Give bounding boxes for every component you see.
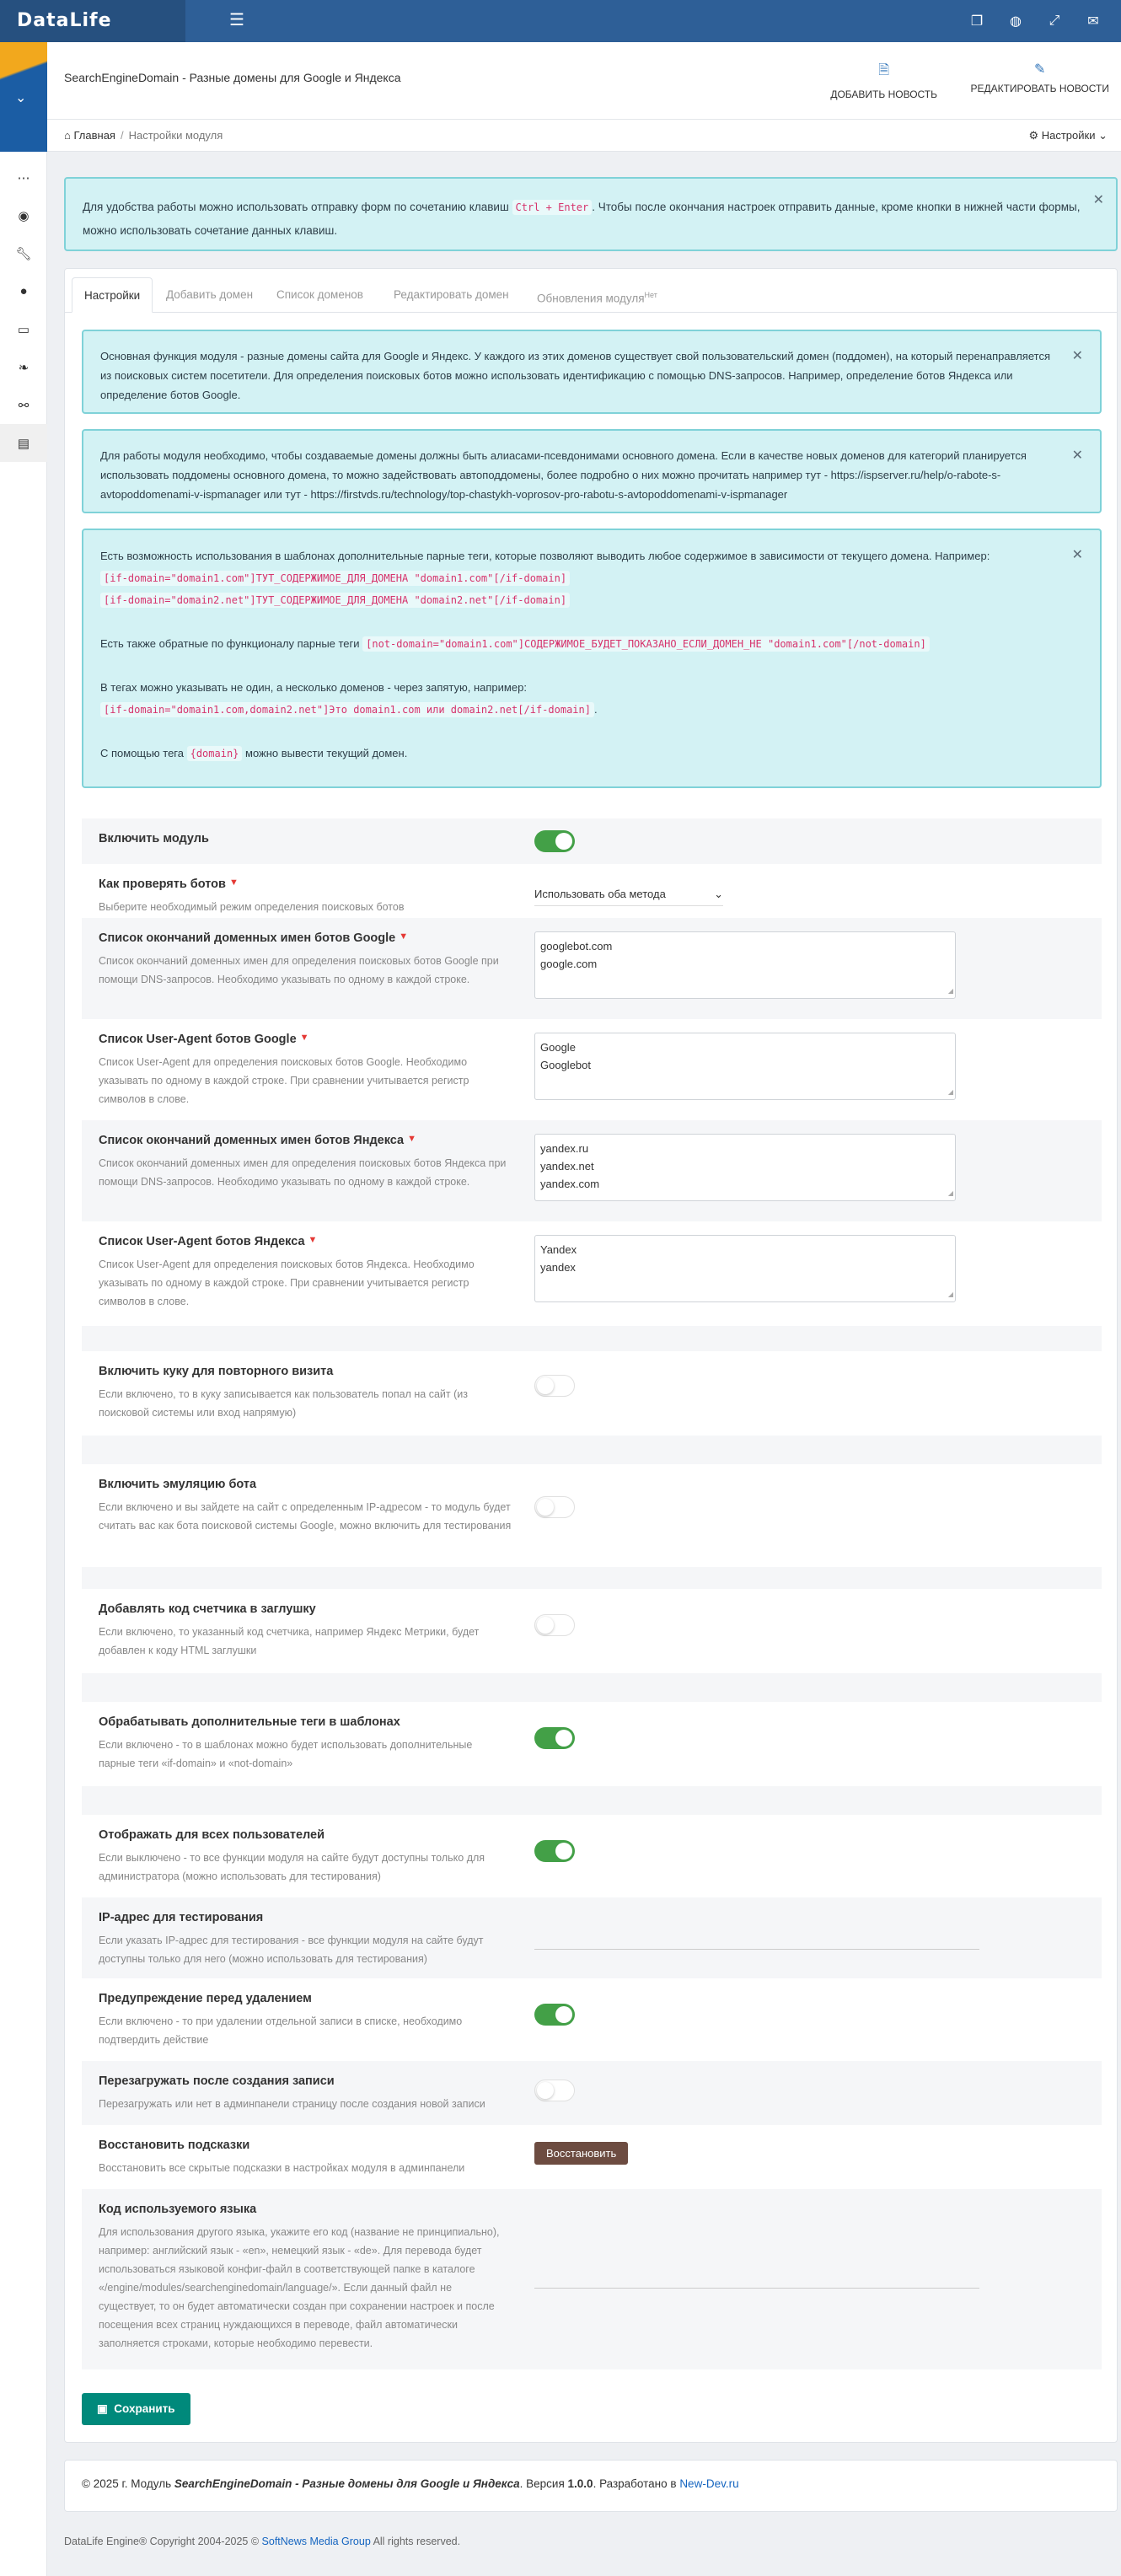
notice-text: С помощью тега bbox=[100, 747, 187, 759]
code-example: [if-domain="domain2.net"]ТУТ_СОДЕРЖИМОЕ_ДЛЯ_ДОМЕНА "domain2.net"[/if-domain] bbox=[100, 593, 570, 608]
setting-label: Список User-Agent ботов Google bbox=[99, 1033, 297, 1046]
leaf-icon[interactable]: ❧ bbox=[18, 360, 30, 375]
alert-keys: Ctrl + Enter bbox=[512, 200, 593, 215]
mail-icon[interactable]: ✉ bbox=[1087, 14, 1099, 29]
notice-text: Для работы модуля необходимо, чтобы создаваемые домены должны быть алиасами-псевдонимами основного домена. Если в качестве новых доменов для категорий планируется использовать поддомены основного домена, то можно задействовать автоподдомены, более подробно о них можно прочитать например тут - https://ispserver.ru/help/o-rabote-s-avtopoddomenami-v-ispmanager или тут - https://firstvds.ru/technology/top-chastykh-voprosov-pro-rabotu-s-avtopoddomenami-v-ispmanager bbox=[100, 449, 1027, 501]
expand-icon[interactable]: ⤢ bbox=[1049, 13, 1060, 28]
notice-text: Есть также обратные по функционалу парные теги bbox=[100, 637, 363, 650]
dots-icon[interactable]: ⋯ bbox=[17, 170, 30, 185]
save-button[interactable] bbox=[82, 2393, 190, 2425]
row-spacer bbox=[82, 1786, 1102, 1815]
brand-logo[interactable]: DataLife bbox=[0, 0, 185, 42]
setting-restore-hints bbox=[82, 2125, 1102, 2189]
required-icon: ▼ bbox=[299, 1033, 309, 1043]
setting-label: Обрабатывать дополнительные теги в шаблонах bbox=[99, 1715, 400, 1729]
setting-label: Перезагружать после создания записи bbox=[99, 2074, 335, 2088]
setting-label: Предупреждение перед удалением bbox=[99, 1992, 312, 2005]
settings-dropdown-label: Настройки bbox=[1041, 129, 1096, 142]
lang-code-input[interactable] bbox=[534, 2263, 979, 2289]
notice-text: можно вывести текущий домен. bbox=[242, 747, 408, 759]
setting-yandex-ua bbox=[82, 1221, 1102, 1326]
setting-desc: Список окончаний доменных имен для определения поисковых ботов Яндекса при помощи DNS-запросов. Необходимо указывать по одному в каждой строке. bbox=[99, 1157, 507, 1188]
page-header bbox=[47, 42, 1121, 120]
file-icon: 🗎︎ bbox=[878, 63, 890, 78]
tab-updates-badge: Нет bbox=[644, 291, 657, 299]
required-icon: ▼ bbox=[407, 1134, 417, 1144]
tab-add-domain[interactable]: Добавить домен bbox=[166, 288, 254, 301]
code-example: {domain} bbox=[187, 746, 243, 761]
user-icon[interactable]: ● bbox=[19, 284, 28, 298]
required-icon: ▼ bbox=[228, 877, 239, 888]
setting-google-domains bbox=[82, 918, 1102, 1019]
home-icon: ⌂ bbox=[64, 129, 71, 142]
chevron-down-icon: ⌄ bbox=[714, 888, 723, 900]
edit-icon: ✎ bbox=[1034, 62, 1046, 77]
page-title: SearchEngineDomain - Разные домены для Google и Яндекса bbox=[64, 71, 401, 84]
setting-extra-tags bbox=[82, 1702, 1102, 1786]
footer-module-name: SearchEngineDomain - Разные домены для Google и Яндекса bbox=[174, 2477, 520, 2490]
files-icon[interactable]: ❐ bbox=[970, 14, 984, 29]
globe-icon[interactable]: ◍ bbox=[1010, 14, 1022, 29]
setting-cookie bbox=[82, 1351, 1102, 1436]
extra-tags-toggle[interactable] bbox=[534, 1727, 575, 1749]
table-icon[interactable]: ▤ bbox=[0, 424, 47, 462]
softnews-link[interactable]: SoftNews Media Group bbox=[261, 2536, 371, 2547]
floppy-icon: ▣ bbox=[97, 2402, 108, 2415]
notice-template-tags bbox=[82, 529, 1102, 788]
alert-text: Для удобства работы можно использовать отправку форм по сочетанию клавиш bbox=[83, 201, 512, 213]
setting-yandex-domains bbox=[82, 1120, 1102, 1221]
footer-text: . Разработано в bbox=[593, 2477, 680, 2490]
settings-panel bbox=[64, 268, 1118, 2443]
tab-domain-list[interactable]: Список доменов bbox=[276, 288, 363, 301]
setting-desc: Выберите необходимый режим определения поисковых ботов bbox=[99, 901, 405, 913]
setting-reload bbox=[82, 2061, 1102, 2125]
setting-desc: Для использования другого языка, укажите его код (название не принципиально), например: английский язык - «en», немецкий язык - «de». Для перевода будет использоваться языковой конфиг-файл в соответствующей папке в каталоге «/engine/modules/searchenginedomain/language/». Если данный файл не существует, то он будет автоматически создан при сохранении настроек и после посещения всех страниц нуждающихся в переводе, файл автоматически заполняется строками, которые необходимо перевести. bbox=[99, 2226, 500, 2349]
delete-warning-toggle[interactable] bbox=[534, 2004, 575, 2026]
setting-desc: Если выключено - то все функции модуля на сайте будут доступны только для администратора (можно использовать для тестирования) bbox=[99, 1852, 485, 1882]
setting-desc: Восстановить все скрытые подсказки в настройках модуля в админпанели bbox=[99, 2162, 465, 2174]
setting-label: Отображать для всех пользователей bbox=[99, 1828, 325, 1842]
yandex-ua-textarea[interactable]: Yandex yandex ◢ bbox=[534, 1235, 956, 1302]
setting-enable-module bbox=[82, 818, 1102, 864]
close-icon[interactable]: ✕ bbox=[1071, 349, 1083, 363]
code-example: [not-domain="domain1.com"]СОДЕРЖИМОЕ_БУДЕТ_ПОКАЗАНО_ЕСЛИ_ДОМЕН_НЕ "domain1.com"[/not-domain] bbox=[362, 636, 930, 652]
cookie-toggle[interactable] bbox=[534, 1375, 575, 1397]
setting-counter bbox=[82, 1589, 1102, 1673]
chevron-down-icon: ⌄ bbox=[1098, 129, 1108, 142]
settings-dropdown[interactable] bbox=[1028, 129, 1108, 142]
copyright-text-end: All rights reserved. bbox=[370, 2536, 461, 2547]
setting-desc: Если включено и вы зайдете на сайт с определенным IP-адресом - то модуль будет считать вас как бота поисковой системы Google, можно включить для тестирования bbox=[99, 1501, 512, 1532]
reload-toggle[interactable] bbox=[534, 2080, 575, 2101]
add-news-button[interactable] bbox=[830, 61, 937, 100]
footer-version: 1.0.0 bbox=[567, 2477, 593, 2490]
laptop-icon[interactable]: ▭ bbox=[17, 322, 30, 337]
enable-module-toggle[interactable] bbox=[534, 830, 575, 852]
setting-test-ip bbox=[82, 1897, 1102, 1978]
setting-all-users bbox=[82, 1815, 1102, 1897]
test-ip-input[interactable] bbox=[534, 1924, 979, 1950]
required-icon: ▼ bbox=[399, 931, 409, 942]
setting-label: Включить эмуляцию бота bbox=[99, 1478, 257, 1491]
save-button-label: Сохранить bbox=[114, 2402, 175, 2415]
close-icon[interactable]: ✕ bbox=[1092, 193, 1104, 207]
edit-news-button[interactable] bbox=[970, 61, 1109, 94]
tab-bar bbox=[65, 269, 1117, 313]
hamburger-icon[interactable]: ☰ bbox=[229, 11, 244, 30]
setting-delete-warning bbox=[82, 1978, 1102, 2061]
footer-text: © 2025 г. Модуль bbox=[82, 2477, 174, 2490]
chevron-down-icon: ⌄ bbox=[15, 91, 27, 105]
setting-label: Список окончаний доменных имен ботов Яндекса bbox=[99, 1134, 405, 1147]
setting-desc: Если указать IP-адрес для тестирования - все функции модуля на сайте будут доступны только для него (можно использовать для тестирования) bbox=[99, 1935, 484, 1965]
notice-text: Основная функция модуля - разные домены сайта для Google и Яндекс. У каждого из этих доменов существует свой пользовательский домен (поддомен), на который перенаправляется из поисковых систем посетители. Для определения поисковых ботов можно использовать идентификацию с помощью DNS-запросов. Например, определение ботов Яндекса или определение ботов Google. bbox=[100, 350, 1050, 401]
notice-text: Есть возможность использования в шаблонах дополнительные парные теги, которые позволяют выводить любое содержимое в зависимости от текущего домена. Например: bbox=[100, 550, 990, 562]
restore-hints-button[interactable]: Восстановить bbox=[534, 2142, 628, 2165]
row-spacer bbox=[82, 1326, 1102, 1351]
setting-desc: Если включено - то при удалении отдельной записи в списке, необходимо подтвердить действие bbox=[99, 2015, 463, 2046]
close-icon[interactable]: ✕ bbox=[1071, 448, 1083, 463]
copyright-text: DataLife Engine® Copyright 2004-2025 © bbox=[64, 2536, 262, 2547]
google-ua-textarea[interactable]: Google Googlebot ◢ bbox=[534, 1033, 956, 1100]
notice-text: . bbox=[593, 703, 598, 716]
setting-label: Как проверять ботов bbox=[99, 877, 226, 891]
counter-toggle[interactable] bbox=[534, 1614, 575, 1636]
row-spacer bbox=[82, 1567, 1102, 1589]
notice-text: В тегах можно указывать не один, а несколько доменов - через запятую, например: bbox=[100, 681, 527, 694]
code-example: [if-domain="domain1.com,domain2.net"]Это domain1.com или domain2.net[/if-domain] bbox=[100, 702, 594, 717]
setting-desc: Если включено, то в куку записывается как пользователь попал на сайт (из поисковой системы или вход напрямую) bbox=[99, 1388, 468, 1419]
breadcrumb: ⌂ Главная / Настройки модуля ⚙ Настройки ⌄ bbox=[47, 120, 1121, 152]
breadcrumb-current: Настройки модуля bbox=[128, 129, 223, 142]
setting-label: Восстановить подсказки bbox=[99, 2139, 250, 2152]
hotkey-alert bbox=[64, 177, 1118, 251]
setting-lang-code bbox=[82, 2189, 1102, 2369]
code-example: [if-domain="domain1.com"]ТУТ_СОДЕРЖИМОЕ_ДЛЯ_ДОМЕНА "domain1.com"[/if-domain] bbox=[100, 571, 570, 586]
setting-label: Список User-Agent ботов Яндекса bbox=[99, 1235, 305, 1248]
wrench-icon[interactable]: 🔧︎ bbox=[15, 246, 32, 261]
bot-check-value: Использовать оба метода bbox=[534, 888, 666, 900]
setting-desc: Список окончаний доменных имен для определения поисковых ботов Google при помощи DNS-запросов. Необходимо указывать по одному в каждой строке. bbox=[99, 955, 499, 985]
bot-check-select[interactable] bbox=[534, 883, 723, 906]
tab-updates[interactable] bbox=[525, 277, 669, 313]
setting-desc: Список User-Agent для определения поисковых ботов Яндекса. Необходимо указывать по одному в каждой строке. При сравнении учитывается регистр символов в слове. bbox=[99, 1258, 475, 1307]
edit-news-label: РЕДАКТИРОВАТЬ НОВОСТИ bbox=[970, 83, 1109, 94]
add-news-label: ДОБАВИТЬ НОВОСТЬ bbox=[830, 89, 937, 100]
globe-icon[interactable]: ◉ bbox=[18, 208, 30, 223]
top-navbar bbox=[0, 0, 1121, 42]
google-domains-textarea[interactable]: googlebot.com google.com ◢ bbox=[534, 931, 956, 999]
setting-google-ua bbox=[82, 1019, 1102, 1120]
setting-emulate-bot bbox=[82, 1464, 1102, 1567]
required-icon: ▼ bbox=[308, 1235, 318, 1245]
developer-link[interactable]: New-Dev.ru bbox=[679, 2477, 739, 2490]
setting-label: Добавлять код счетчика в заглушку bbox=[99, 1602, 316, 1616]
setting-desc: Список User-Agent для определения поисковых ботов Google. Необходимо указывать по одному в каждой строке. При сравнении учитывается регистр символов в слове. bbox=[99, 1056, 469, 1105]
notice-aliases bbox=[82, 429, 1102, 513]
all-users-toggle[interactable] bbox=[534, 1840, 575, 1862]
setting-label: Включить модуль bbox=[99, 832, 209, 845]
setting-label: Список окончаний доменных имен ботов Google bbox=[99, 931, 396, 945]
footer-text: . Версия bbox=[519, 2477, 568, 2490]
gear-icon: ⚙ bbox=[1028, 129, 1039, 142]
tab-settings[interactable]: Настройки bbox=[72, 277, 153, 313]
emulate-bot-toggle[interactable] bbox=[534, 1496, 575, 1518]
copyright bbox=[64, 2536, 460, 2547]
setting-label: Включить куку для повторного визита bbox=[99, 1365, 334, 1378]
row-spacer bbox=[82, 1673, 1102, 1702]
setting-label: IP-адрес для тестирования bbox=[99, 1911, 264, 1924]
breadcrumb-home[interactable]: Главная bbox=[73, 129, 115, 142]
sidebar-logo[interactable] bbox=[0, 42, 47, 152]
setting-desc: Перезагружать или нет в админпанели страницу после создания новой записи bbox=[99, 2098, 485, 2110]
close-icon[interactable]: ✕ bbox=[1071, 548, 1083, 562]
alert-text-end: . Чтобы после окончания настроек отправить данные, кроме кнопки в нижней части формы, можно использовать сочетание данных клавиш. bbox=[83, 201, 1081, 237]
setting-bot-check bbox=[82, 864, 1102, 918]
row-spacer bbox=[82, 1436, 1102, 1464]
tab-edit-domain[interactable]: Редактировать домен bbox=[394, 288, 509, 301]
setting-label: Код используемого языка bbox=[99, 2203, 257, 2216]
setting-desc: Если включено, то указанный код счетчика, например Яндекс Метрики, будет добавлен к коду HTML заглушки bbox=[99, 1626, 480, 1656]
module-footer bbox=[64, 2460, 1118, 2512]
link-icon[interactable]: ⚯ bbox=[18, 398, 30, 413]
yandex-domains-textarea[interactable]: yandex.ru yandex.net yandex.com ◢ bbox=[534, 1134, 956, 1201]
sidebar bbox=[0, 42, 47, 2576]
setting-desc: Если включено - то в шаблонах можно будет использовать дополнительные парные теги «if-domain» и «not-domain» bbox=[99, 1739, 473, 1769]
top-icons bbox=[957, 0, 1113, 42]
notice-main-function bbox=[82, 330, 1102, 414]
tab-updates-label: Обновления модуля bbox=[537, 292, 645, 305]
